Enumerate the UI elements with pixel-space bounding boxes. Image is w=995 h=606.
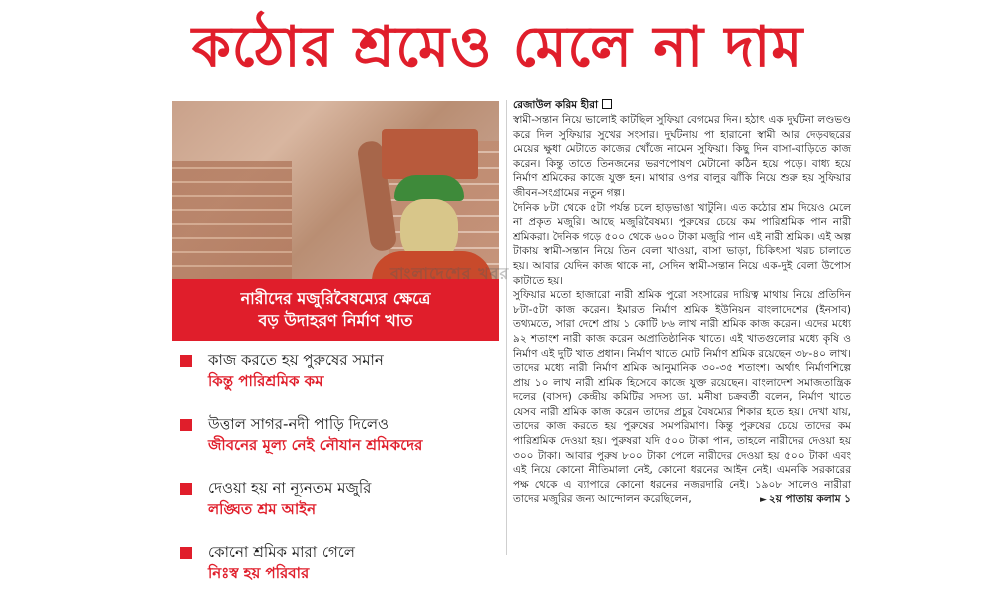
- highlight-line-1: উত্তাল সাগর-নদী পাড়ি দিলেও: [208, 415, 390, 433]
- bullet-square-icon: [180, 547, 192, 559]
- highlight-item: [180, 414, 500, 468]
- article-paragraph: সুফিয়ার মতো হাজারো নারী শ্রমিক পুরো সংসারের দায়িত্ব মাথায় নিয়ে প্রতিদিন ৮টা-৫টা কাজ করেন। ইমারত নির্মাণ শ্রমিক ইউনিয়ন বাংলাদেশের (ইনসাব) তথ্যমতে, সারা দেশে প্রায় ১ কোটি ৮৬ লাখ নারী শ্রমিক কাজ করেন। এদের মধ্যে ৯২ শতাংশ নারী কাজ করেন অপ্রাতিষ্ঠানিক খাতে। এই খাতগুলোর মধ্যে কৃষি ও নির্মাণ এই দুটি খাত প্রধান। নির্মাণ খাতে মোট নির্মাণ শ্রমিক রয়েছেন ৩৮-৪০ লাখ। তাদের মধ্যে নারী নির্মাণ শ্রমিক আনুমানিক ৩০-৩৫ শতাংশ। অর্থাৎ নির্মাণশিল্পে প্রায় ১০ লাখ নারী শ্রমিক হিসেবে কাজে যুক্ত রয়েছেন। বাংলাদেশ সমাজতান্ত্রিক দলের (বাসদ) কেন্দ্রীয় কমিটির সদস্য ডা. মনীষা চক্রবর্তী বলেন, নির্মাণ খাতে যেসব নারী শ্রমিক কাজ করেন তাদের প্রচুর বৈষম্যের শিকার হতে হয়। দেখা যায়, তাদের কাজ করতে হয় পুরুষের সমপরিমাণ। কিন্তু পুরুষের চেয়ে তাদের কম পারিশ্রমিক দেওয়া হয়। পুরুষরা যদি ৫০০ টাকা পান, তাহলে নারীদের দেওয়া হয় ৩০০ টাকা। আবার পুরুষ ৮০০ টাকা পেলে নারীদের দেওয়া হয় ৫০০ টাকা এবং এই নিয়ে কোনো নীতিমালা নেই, কোনো ধরনের আইন নেই। এমনকি সরকারের পক্ষ থেকে এ ব্যাপারে কোনো ধরনের নজরদারি নেই। ১৯০৮ সালেও নারীরা তাদের মজুরির জন্য আন্দোলন করেছিলেন,: [513, 289, 851, 506]
- article-body: [513, 97, 851, 557]
- article-paragraph: দৈনিক ৮টা থেকে ৫টা পর্যন্ত চলে হাড়ভাঙা খাটুনি। এত কঠোর শ্রম দিয়েও মেলে না প্রকৃত মজুরি। আছে মজুরিবৈষম্য। পুরুষের চেয়ে কম পারিশ্রমিক পান নারী শ্রমিকরা। দৈনিক গড়ে ৫০০ থেকে ৬০০ টাকা মজুরি পান এই নারী শ্রমিক। এই অল্প টাকায় স্বামী-সন্তান নিয়ে তিন বেলা খাওয়া, বাসা ভাড়া, চিকিৎসা খরচ চালাতে হয়। আবার যেদিন কাজ থাকে না, সেদিন স্বামী-সন্তান নিয়ে এক-দুই বেলা উপোস কাটাতে হয়।: [513, 201, 851, 287]
- column-divider: [506, 100, 507, 555]
- highlight-item: [180, 478, 500, 532]
- news-photo: [172, 101, 499, 279]
- continued-label: ২য় পাতায় কলাম ১: [768, 493, 851, 506]
- photo-subheading: [172, 279, 499, 341]
- arrow-right-icon: ►: [759, 495, 767, 506]
- highlight-line-2: লঙ্ঘিত শ্রম আইন: [208, 500, 317, 518]
- highlight-item: [180, 350, 500, 404]
- byline-square-icon: [602, 99, 612, 109]
- bullet-square-icon: [180, 483, 192, 495]
- highlight-line-2: কিন্তু পারিশ্রমিক কম: [208, 372, 324, 390]
- subheading-line-1: নারীদের মজুরিবৈষম্যের ক্ষেত্রে: [240, 289, 431, 308]
- watermark: বাংলাদেশের খবর: [390, 264, 510, 283]
- bullet-square-icon: [180, 419, 192, 431]
- byline: [513, 97, 851, 113]
- highlight-line-2: জীবনের মূল্য নেই নৌযান শ্রমিকদের: [208, 436, 423, 454]
- highlights-list: [180, 350, 500, 606]
- highlight-line-1: দেওয়া হয় না ন্যূনতম মজুরি: [208, 479, 372, 497]
- article-paragraph: স্বামী-সন্তান নিয়ে ভালোই কাটছিল সুফিয়া বেগমের দিন। হঠাৎ এক দুর্ঘটনা লণ্ডভণ্ড করে দিল সুফিয়ার সুখের সংসার। দুর্ঘটনায় পা হারানো স্বামী আর দেড়বছরের মেয়ের ক্ষুধা মেটাতে কাজের খোঁজে নামেন সুফিয়া। কিছু দিন বাসা-বাড়িতে কাজ করেন। কিন্তু তাতে তিনজনের ভরণপোষণ মেটানো কঠিন হয়ে পড়ে। বাধ্য হয়ে নির্মাণ শ্রমিকের কাজে যুক্ত হন। মাথার ওপর বালুর ঝাঁকি নিয়ে শুরু হয় সুফিয়ার জীবন-সংগ্রামের নতুন গল্প।: [513, 114, 851, 199]
- subheading-line-2: বড় উদাহরণ নির্মাণ খাত: [258, 311, 413, 330]
- headline: কঠোর শ্রমেও মেলে না দাম: [191, 15, 804, 80]
- highlight-line-1: কাজ করতে হয় পুরুষের সমান: [208, 351, 384, 369]
- highlight-item: [180, 542, 500, 596]
- highlight-line-1: কোনো শ্রমিক মারা গেলে: [208, 543, 355, 561]
- bullet-square-icon: [180, 355, 192, 367]
- byline-name: রেজাউল করিম হীরা: [513, 99, 599, 111]
- highlight-line-2: নিঃস্ব হয় পরিবার: [208, 564, 310, 582]
